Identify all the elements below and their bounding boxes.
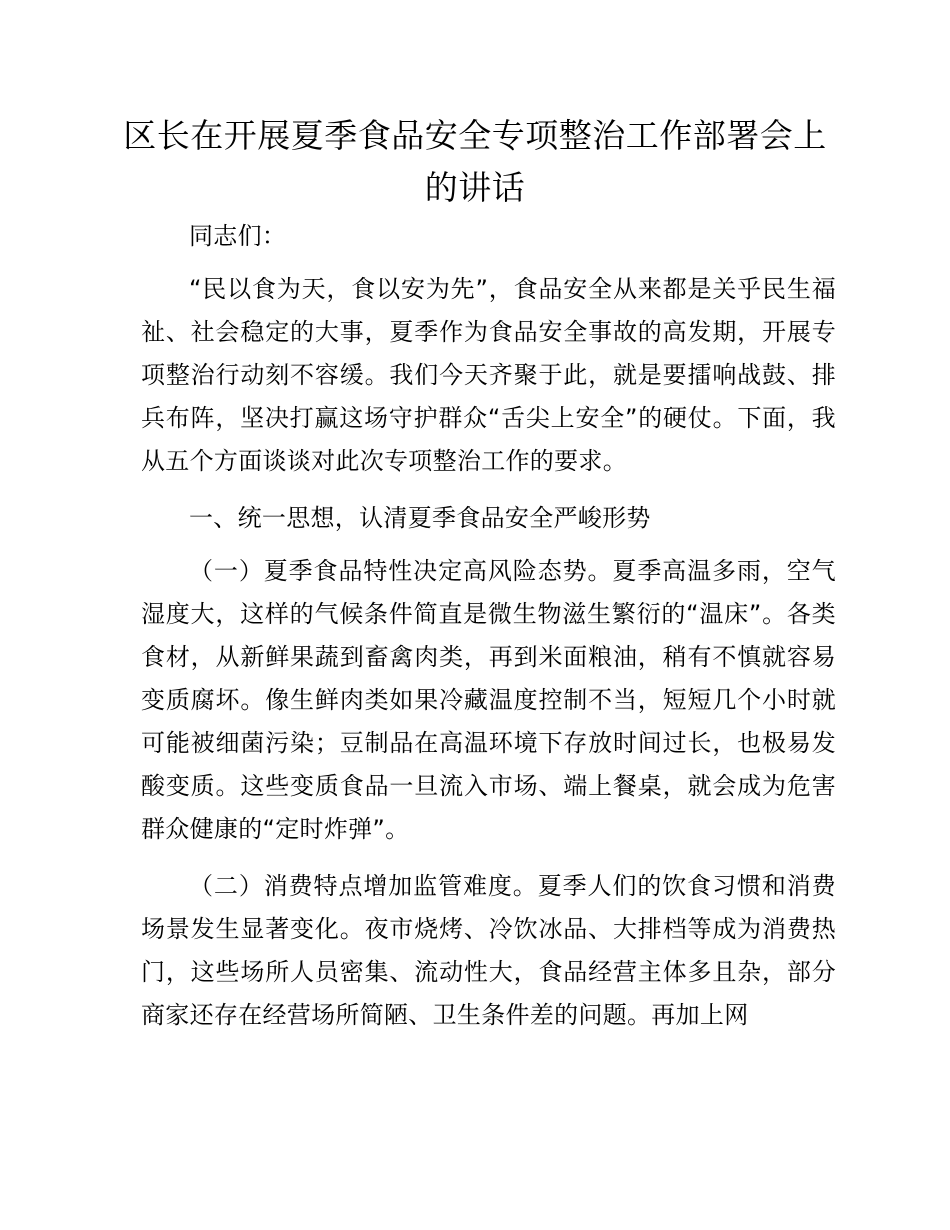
paragraph-subsection-2: （二）消费特点增加监管难度。夏季人们的饮食习惯和消费场景发生显著变化。夜市烧烤、冷饮冰品、大排档等成为消费热门，这些场所人员密集、流动性大，食品经营主体多且杂，部分商家还存在经营场所简陋、卫生条件差的问题。再加上网 (141, 872, 836, 1029)
document-body (141, 215, 836, 1051)
salutation: 同志们： (189, 222, 287, 250)
paragraph-subsection-1: （一）夏季食品特性决定高风险态势。夏季高温多雨，空气湿度大，这样的气候条件简直是微生物滋生繁衍的“温床”。各类食材，从新鲜果蔬到畜禽肉类，再到米面粮油，稍有不慎就容易变质腐坏。像生鲜肉类如果冷藏温度控制不当，短短几个小时就可能被细菌污染；豆制品在高温环境下存放时间过长，也极易发酸变质。这些变质食品一旦流入市场、端上餐桌，就会成为危害群众健康的“定时炸弹”。 (141, 557, 836, 843)
document-title: 区长在开展夏季食品安全专项整治工作部署会上的讲话 (123, 116, 827, 207)
section-heading-1: 一、统一思想，认清夏季食品安全严峻形势 (189, 504, 651, 532)
paragraph-intro: “民以食为天，食以安为先”，食品安全从来都是关乎民生福祉、社会稳定的大事，夏季作为食品安全事故的高发期，开展专项整治行动刻不容缓。我们今天齐聚于此，就是要擂响战鼓、排兵布阵，坚决打赢这场守护群众“舌尖上安全”的硬仗。下面，我从五个方面谈谈对此次专项整治工作的要求。 (141, 275, 836, 475)
